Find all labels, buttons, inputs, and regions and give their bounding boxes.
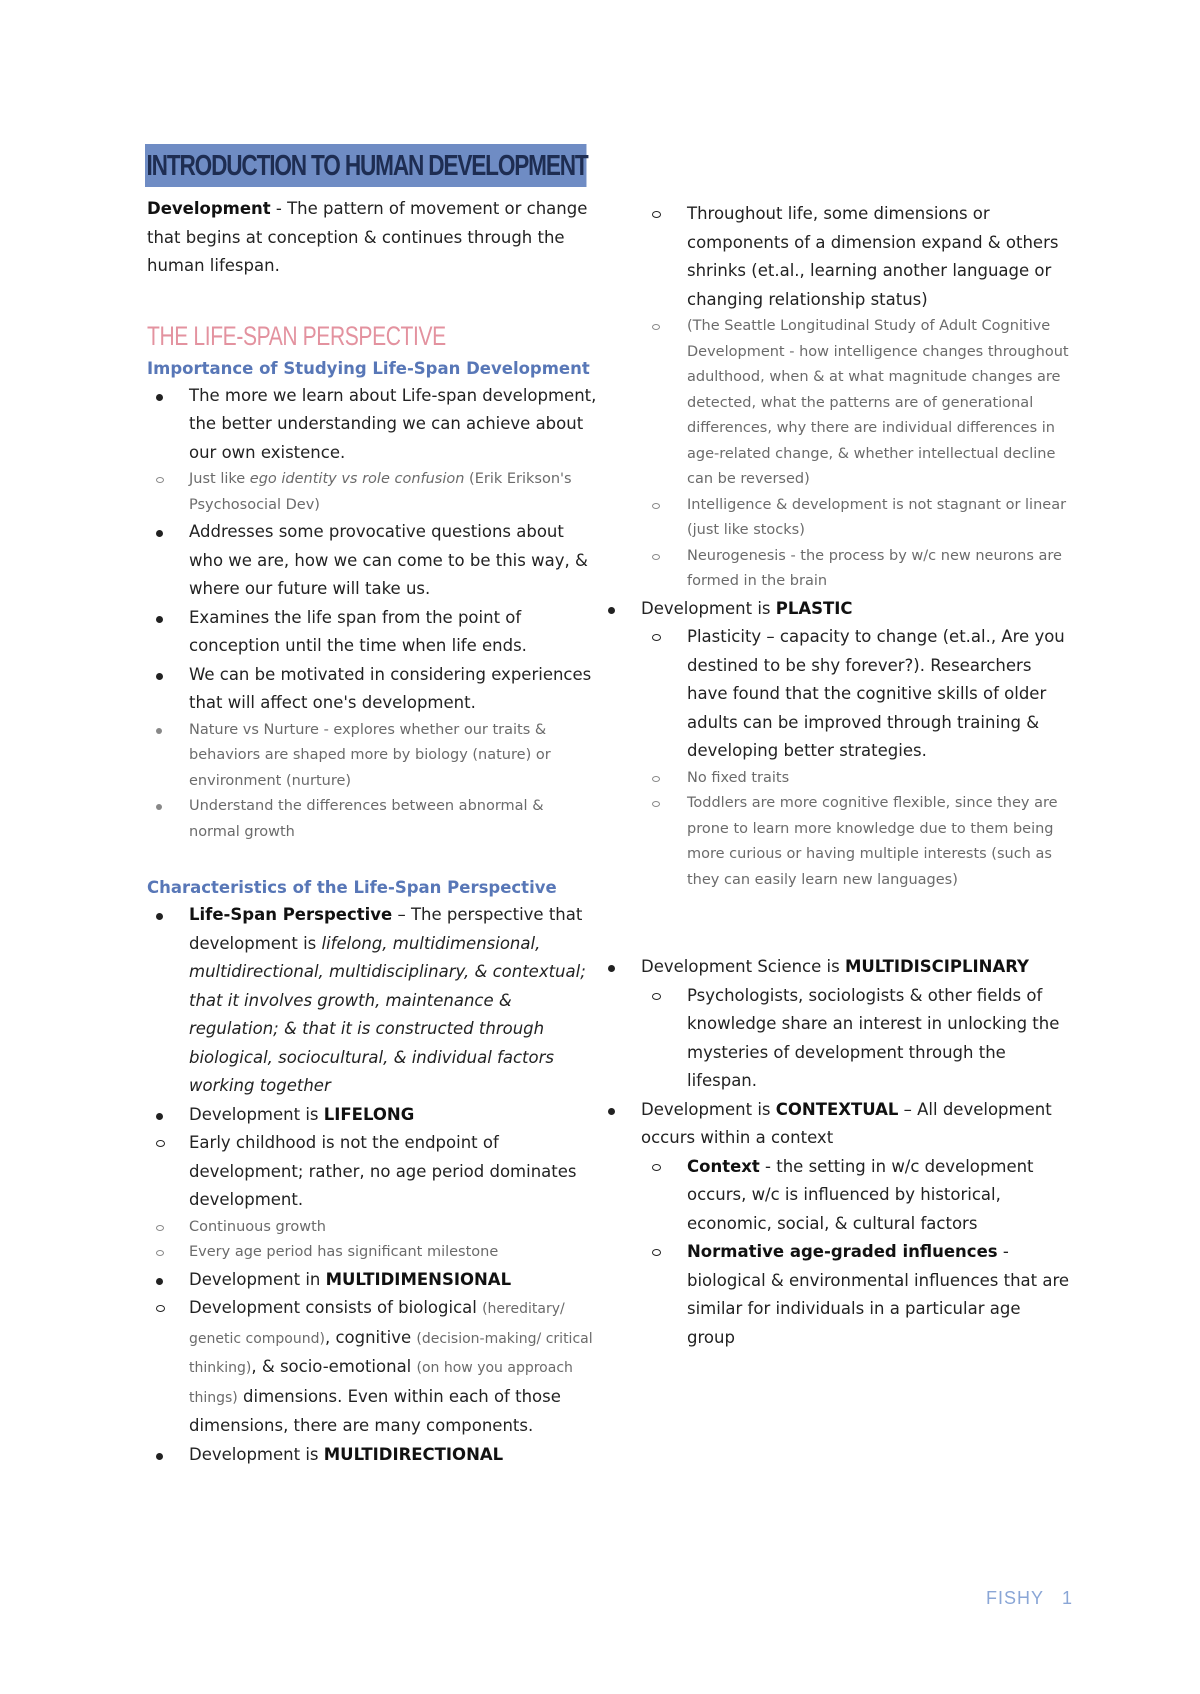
document-title: INTRODUCTION TO HUMAN DEVELOPMENT [145, 144, 586, 187]
list-item: Early childhood is not the endpoint of development; rather, no age period dominates development. [103, 1129, 597, 1215]
list-item: Just like ego identity vs role confusion (Erik Erikson's Psychosocial Dev) [103, 467, 597, 518]
footer-author: FISHY [985, 1588, 1044, 1608]
subheading-importance: Importance of Studying Life-Span Development [147, 358, 590, 378]
definition-text: - The pattern of movement or change that begins at conception & continues through the human lifespan. [147, 199, 588, 275]
list-item: The more we learn about Life-span development, the better understanding we can achieve about our own existence. [147, 382, 597, 468]
list-item: Development is MULTIDIRECTIONAL [147, 1441, 597, 1470]
list-item: Understand the differences between abnormal & normal growth [147, 794, 597, 845]
list-item: (The Seattle Longitudinal Study of Adult Cognitive Development - how intelligence changes throughout adulthood, when & at what magnitude changes are detected, what the patterns are of generational differences, why there are individual differences in age-related change, & whether intellectual decline can be reversed) [643, 314, 1073, 493]
list-item: Development in MULTIDIMENSIONAL [147, 1266, 597, 1295]
list-item: Toddlers are more cognitive flexible, since they are prone to learn more knowledge due to them being more curious or having multiple interests (such as they can easily learn new languages) [643, 791, 1073, 893]
list-item: Development is LIFELONG [147, 1101, 597, 1130]
list-item: Development consists of biological (hereditary/ genetic compound), cognitive (decision-making/ critical thinking), & socio-emotional (on how you approach things) dimensions. Even within each of those dimensions, there are many components. [103, 1294, 597, 1441]
characteristics-list [147, 901, 597, 1469]
list-item: Addresses some provocative questions about who we are, how we can come to be this way, & where our future will take us. [147, 518, 597, 604]
definition-term: Development [147, 199, 271, 218]
definition [147, 195, 597, 281]
list-item: Throughout life, some dimensions or components of a dimension expand & others shrinks (et.al., learning another language or changing relationship status) [643, 200, 1073, 314]
list-item: Development is CONTEXTUAL – All development occurs within a context [599, 1096, 1073, 1153]
right-column [643, 200, 1073, 1352]
subheading-characteristics: Characteristics of the Life-Span Perspective [147, 878, 557, 897]
list-item: Development is PLASTIC [599, 595, 1073, 624]
list-item: Nature vs Nurture - explores whether our traits & behaviors are shaped more by biology (nature) or environment (nurture) [147, 718, 597, 795]
list-item: We can be motivated in considering experiences that will affect one's development. [147, 661, 597, 718]
left-column [147, 144, 597, 1469]
importance-list [147, 382, 597, 846]
list-item: Every age period has significant milestone [103, 1240, 597, 1266]
page-footer [968, 1588, 1073, 1609]
list-item: Neurogenesis - the process by w/c new neurons are formed in the brain [643, 544, 1073, 595]
list-item: Normative age-graded influences - biological & environmental influences that are similar for individuals in a particular age group [643, 1238, 1073, 1352]
list-item: Development Science is MULTIDISCIPLINARY [599, 953, 1073, 982]
section-heading: THE LIFE-SPAN PERSPECTIVE [147, 320, 446, 351]
list-item: Plasticity – capacity to change (et.al., Are you destined to be shy forever?). Researchers have found that the cognitive skills of older adults can be improved through training & developing better strategies. [643, 623, 1073, 766]
list-item: Context - the setting in w/c development occurs, w/c is influenced by historical, economic, social, & cultural factors [643, 1153, 1073, 1239]
list-item: Intelligence & development is not stagnant or linear (just like stocks) [643, 493, 1073, 544]
context-list [643, 953, 1073, 1352]
list-item: No fixed traits [643, 766, 1073, 792]
page-number: 1 [1061, 1588, 1073, 1608]
list-item: Psychologists, sociologists & other fields of knowledge share an interest in unlocking the mysteries of development through the lifespan. [643, 982, 1073, 1096]
multidirectional-list [643, 200, 1073, 893]
list-item: Life-Span Perspective – The perspective that development is lifelong, multidimensional, multidirectional, multidisciplinary, & contextual; that it involves growth, maintenance & regulation; & that it is constructed through biological, sociocultural, & individual factors working together [147, 901, 597, 1101]
list-item: Continuous growth [103, 1215, 597, 1241]
list-item: Examines the life span from the point of conception until the time when life ends. [147, 604, 597, 661]
